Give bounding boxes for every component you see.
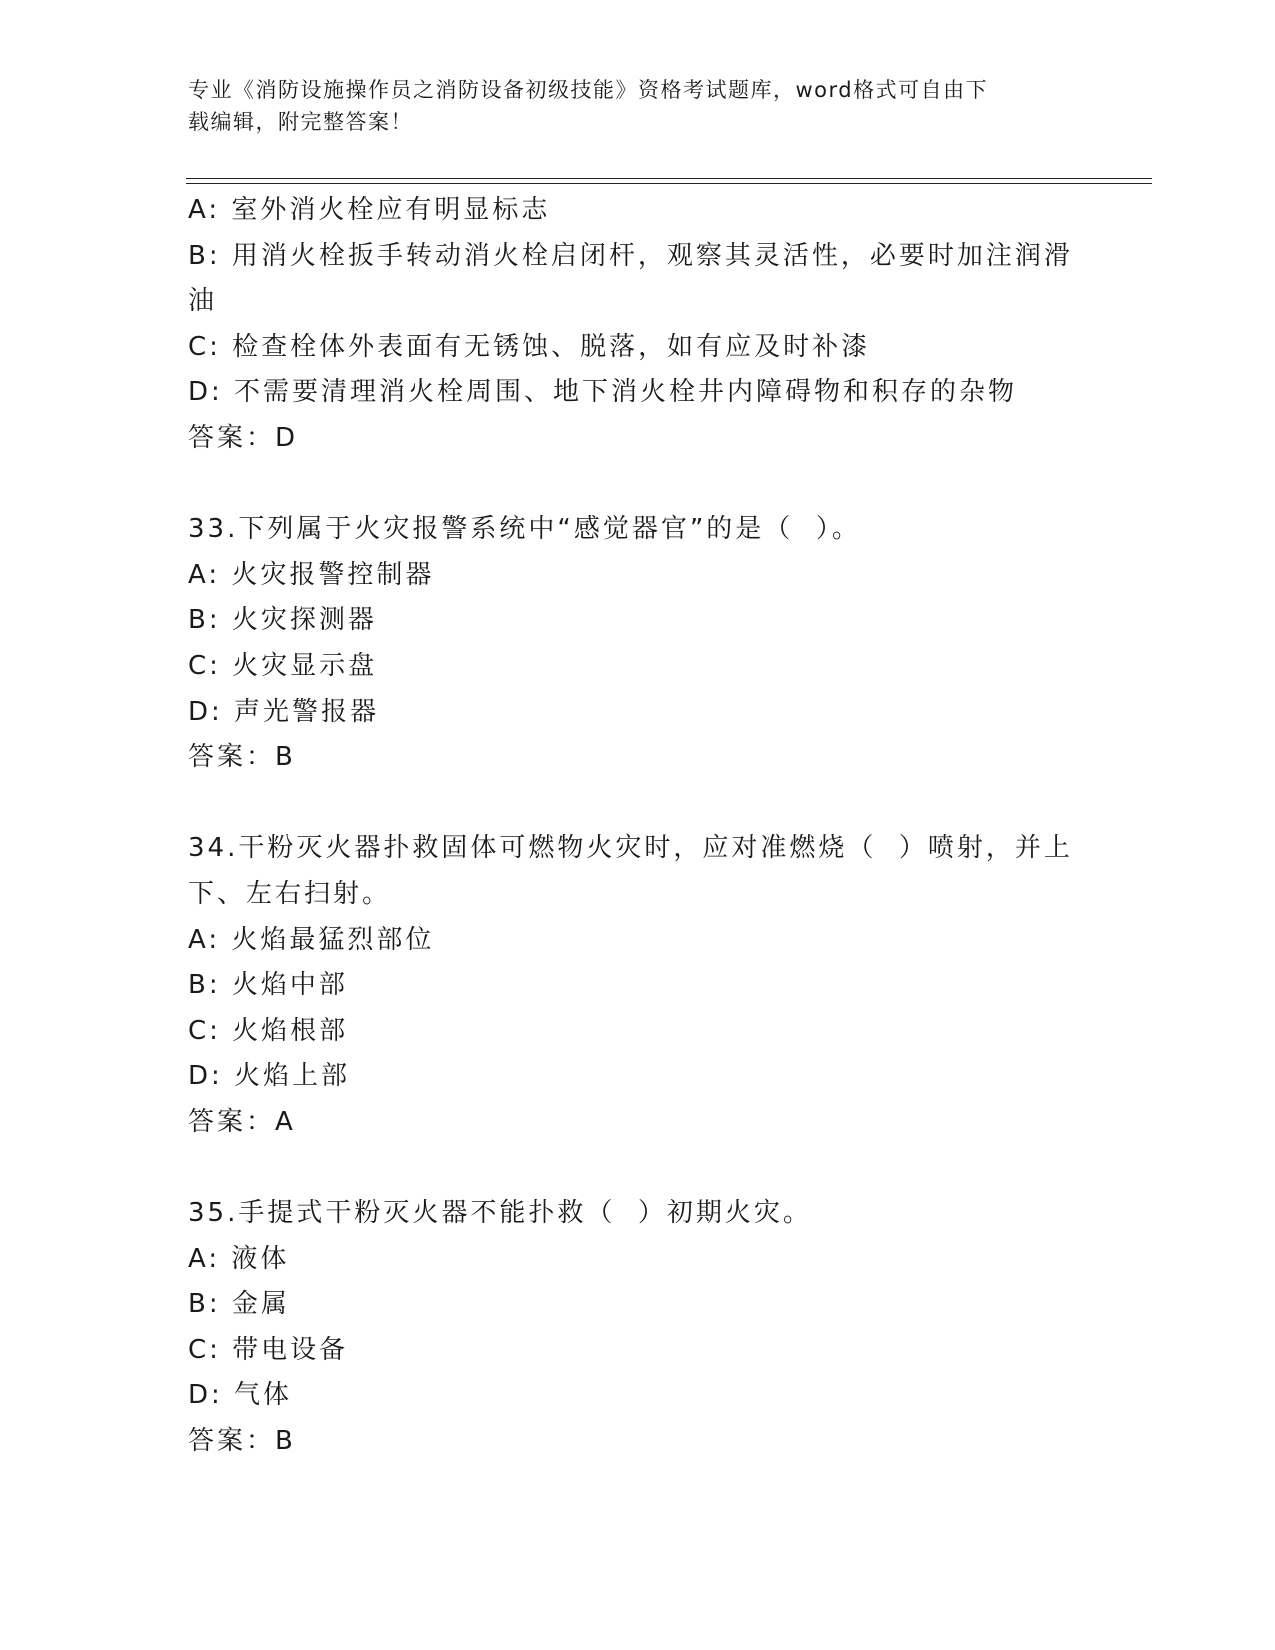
option-a: A: 液体 <box>188 1243 290 1274</box>
header-line-2: 载编辑，附完整答案！ <box>188 110 413 134</box>
question-32-continued <box>188 188 1088 462</box>
option-a: A: 火灾报警控制器 <box>188 559 435 590</box>
option-d: D: 气体 <box>188 1380 293 1411</box>
header-line-1: 专业《消防设施操作员之消防设备初级技能》资格考试题库，word格式可自由下 <box>188 78 989 102</box>
spacer <box>188 462 1088 508</box>
option-b: B: 金属 <box>188 1289 290 1320</box>
option-b: B: 用消火栓扳手转动消火栓启闭杆，观察其灵活性，必要时加注润滑 <box>188 240 1073 271</box>
answer: 答案：B <box>188 742 296 773</box>
option-c: C: 火焰根部 <box>188 1015 349 1046</box>
document-header <box>188 74 1088 138</box>
option-b: B: 火灾探测器 <box>188 605 377 636</box>
answer: 答案：D <box>188 422 299 453</box>
option-d: D: 声光警报器 <box>188 696 380 727</box>
option-c: C: 火灾显示盘 <box>188 650 378 681</box>
option-b: B: 火焰中部 <box>188 970 348 1001</box>
option-c: C: 检查栓体外表面有无锈蚀、脱落，如有应及时补漆 <box>188 331 871 362</box>
answer: 答案：A <box>188 1106 296 1137</box>
header-divider-bottom <box>186 183 1152 184</box>
question-34 <box>188 826 1088 1145</box>
header-divider-top <box>186 178 1152 179</box>
answer: 答案：B <box>188 1426 296 1457</box>
option-d: D: 火焰上部 <box>188 1061 351 1092</box>
question-list <box>188 188 1088 1465</box>
option-a: A: 室外消火栓应有明显标志 <box>188 195 551 225</box>
option-b-continued: 油 <box>188 286 218 317</box>
question-stem-continued: 下、左右扫射。 <box>188 878 392 909</box>
question-35 <box>188 1191 1088 1465</box>
question-33 <box>188 507 1088 781</box>
spacer <box>188 1145 1088 1191</box>
option-d: D: 不需要清理消火栓周围、地下消火栓井内障碍物和积存的杂物 <box>188 377 1018 408</box>
question-stem: 35.手提式干粉灭火器不能扑救（ ）初期火灾。 <box>188 1198 812 1229</box>
spacer <box>188 781 1088 827</box>
option-c: C: 带电设备 <box>188 1334 349 1365</box>
option-a: A: 火焰最猛烈部位 <box>188 924 435 955</box>
question-stem: 34.干粉灭火器扑救固体可燃物火灾时，应对准燃烧（ ）喷射，并上 <box>188 833 1073 864</box>
question-stem: 33.下列属于火灾报警系统中“感觉器官”的是（ ）。 <box>188 514 861 545</box>
